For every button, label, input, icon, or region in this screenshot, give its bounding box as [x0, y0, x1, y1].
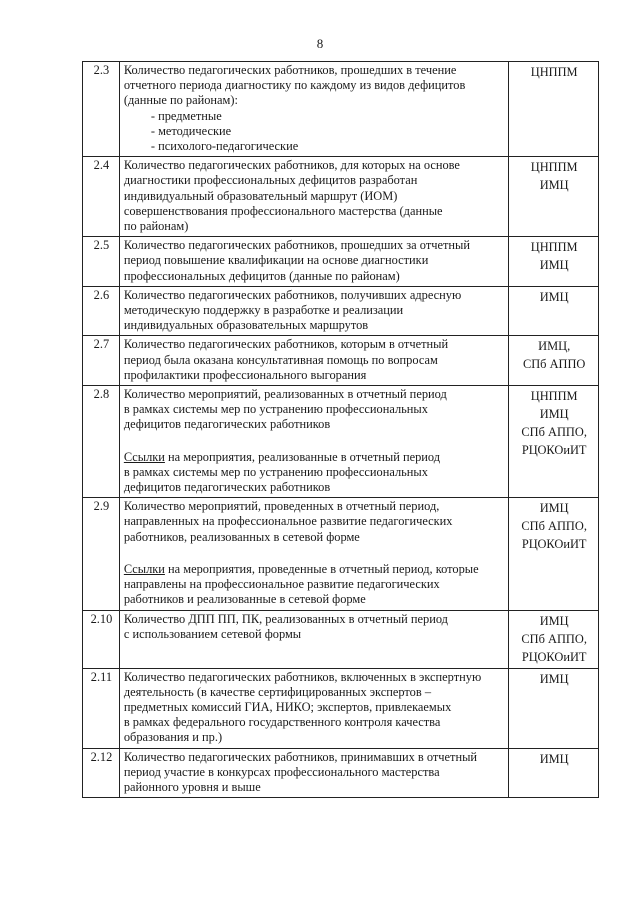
responsible-org: ИМЦ	[539, 501, 569, 516]
responsible-org: ИМЦ	[539, 613, 569, 628]
links-line	[124, 450, 505, 465]
description-line: Количество ДПП ПП, ПК, реализованных в отчетный период	[123, 611, 448, 626]
deficit-type-item: - предметные	[150, 108, 222, 123]
row-number: 2.4	[83, 157, 120, 237]
description-line: Количество педагогических работников, принимавших в отчетный	[123, 749, 478, 764]
description-line: Количество педагогических работников, получивших адресную	[123, 287, 462, 302]
description-line: дефицитов педагогических работников	[123, 417, 331, 432]
row-number: 2.7	[83, 336, 120, 386]
description-line: диагностики профессиональных дефицитов разработан	[123, 173, 418, 188]
responsible-organizations	[509, 386, 599, 498]
description-line: предметных комиссий ГИА, НИКО; экспертов, привлекаемых	[123, 699, 452, 714]
table-row	[83, 62, 599, 157]
indicator-description	[119, 286, 508, 336]
responsible-organizations	[509, 286, 599, 336]
responsible-organizations	[509, 336, 599, 386]
responsible-org: ЦНППМ	[530, 240, 578, 255]
links-line: работников и реализованные в сетевой форме	[123, 592, 366, 607]
deficit-type-item: - методические	[150, 123, 232, 138]
links-word: Ссылки	[123, 561, 165, 576]
responsible-org: СПб АППО,	[521, 425, 587, 440]
responsible-org: ИМЦ	[539, 258, 569, 273]
responsible-org: СПб АППО,	[521, 631, 587, 646]
table-row	[83, 668, 599, 748]
table-row	[83, 610, 599, 668]
description-line: районного уровня и выше	[123, 779, 261, 794]
page-number: 8	[316, 36, 324, 51]
table-row	[83, 237, 599, 287]
description-line: методическую поддержку в разработке и реализации	[123, 303, 404, 318]
row-number: 2.6	[83, 286, 120, 336]
links-word: Ссылки	[123, 449, 165, 464]
row-number: 2.3	[83, 62, 120, 157]
description-line: период повышение квалификации на основе диагностики	[123, 253, 429, 268]
indicator-description	[119, 748, 508, 798]
responsible-org: РЦОКОиИТ	[521, 537, 587, 552]
description-line: Количество мероприятий, реализованных в отчетный период	[123, 387, 447, 402]
links-line: дефицитов педагогических работников	[123, 480, 331, 495]
description-line: направленных на профессиональное развитие педагогических	[123, 514, 453, 529]
row-number: 2.5	[83, 237, 120, 287]
responsible-organizations	[509, 610, 599, 668]
description-line: в рамках федерального государственного контроля качества	[123, 715, 441, 730]
spacer	[124, 433, 505, 450]
responsible-organizations	[509, 157, 599, 237]
responsible-org: СПб АППО,	[521, 519, 587, 534]
description-line: с использованием сетевой формы	[123, 626, 302, 641]
indicator-description	[119, 610, 508, 668]
responsible-org: ИМЦ,	[538, 339, 571, 354]
description-line: (данные по районам):	[123, 93, 238, 108]
description-line: период участие в конкурсах профессионального мастерства	[123, 764, 440, 779]
table-row	[83, 157, 599, 237]
description-line: Количество педагогических работников, прошедших за отчетный	[123, 238, 470, 253]
description-line: период была оказана консультативная помощь по вопросам	[123, 352, 438, 367]
row-number: 2.8	[83, 386, 120, 498]
table-row	[83, 498, 599, 610]
row-number: 2.9	[83, 498, 120, 610]
description-line: Количество педагогических работников, которым в отчетный	[123, 337, 449, 352]
indicator-description	[119, 157, 508, 237]
description-line: Количество педагогических работников, включенных в экспертную	[123, 669, 482, 684]
indicator-description	[119, 237, 508, 287]
responsible-org: РЦОКОиИТ	[521, 443, 587, 458]
description-line: индивидуальный образовательный маршрут (ИОМ)	[123, 188, 398, 203]
responsible-organizations	[509, 668, 599, 748]
description-line: отчетного периода диагностику по каждому из видов дефицитов	[123, 78, 466, 93]
indicator-description	[119, 386, 508, 498]
responsible-org: ИМЦ	[539, 671, 569, 686]
links-line: направлены на профессиональное развитие педагогических	[123, 577, 440, 592]
links-text: на мероприятия, проведенные в отчетный период, которые	[164, 561, 479, 576]
indicator-description	[119, 62, 508, 157]
table-row	[83, 386, 599, 498]
description-line: профилактики профессионального выгорания	[123, 367, 367, 382]
links-line	[124, 562, 505, 577]
responsible-org: СПб АППО	[522, 357, 586, 372]
table-row	[83, 286, 599, 336]
links-text: на мероприятия, реализованные в отчетный период	[164, 449, 441, 464]
responsible-org: ИМЦ	[539, 751, 569, 766]
indicators-table	[82, 61, 599, 798]
responsible-org: ЦНППМ	[530, 160, 578, 175]
responsible-organizations	[509, 237, 599, 287]
responsible-org: РЦОКОиИТ	[521, 649, 587, 664]
row-number: 2.12	[83, 748, 120, 798]
description-line: Количество педагогических работников, для которых на основе	[123, 158, 460, 173]
description-line: профессиональных дефицитов (данные по районам)	[123, 268, 400, 283]
description-line: индивидуальных образовательных маршрутов	[123, 318, 369, 333]
responsible-org: ЦНППМ	[530, 389, 578, 404]
description-line: Количество педагогических работников, прошедших в течение	[123, 63, 457, 77]
responsible-org: ИМЦ	[539, 178, 569, 193]
description-line: деятельность (в качестве сертифицированных экспертов –	[123, 684, 432, 699]
indicator-description	[119, 336, 508, 386]
row-number: 2.10	[83, 610, 120, 668]
description-line: совершенствования профессионального мастерства (данные	[123, 203, 443, 218]
responsible-org: ЦНППМ	[530, 65, 578, 79]
row-number: 2.11	[83, 668, 120, 748]
spacer	[124, 545, 505, 562]
indicator-description	[119, 498, 508, 610]
responsible-org: ИМЦ	[539, 407, 569, 422]
responsible-organizations	[509, 62, 599, 157]
description-line: образования и пр.)	[123, 730, 223, 745]
table-row	[83, 336, 599, 386]
links-line: в рамках системы мер по устранению профессиональных	[123, 464, 428, 479]
deficit-type-item: - психолого-педагогические	[150, 139, 299, 154]
indicator-description	[119, 668, 508, 748]
table-row	[83, 748, 599, 798]
description-line: в рамках системы мер по устранению профессиональных	[123, 402, 428, 417]
responsible-organizations	[509, 748, 599, 798]
description-line: Количество мероприятий, проведенных в отчетный период,	[123, 499, 440, 514]
responsible-organizations	[509, 498, 599, 610]
responsible-org: ИМЦ	[539, 289, 569, 304]
description-line: по районам)	[123, 219, 189, 234]
description-line: работников, реализованных в сетевой форме	[123, 529, 360, 544]
